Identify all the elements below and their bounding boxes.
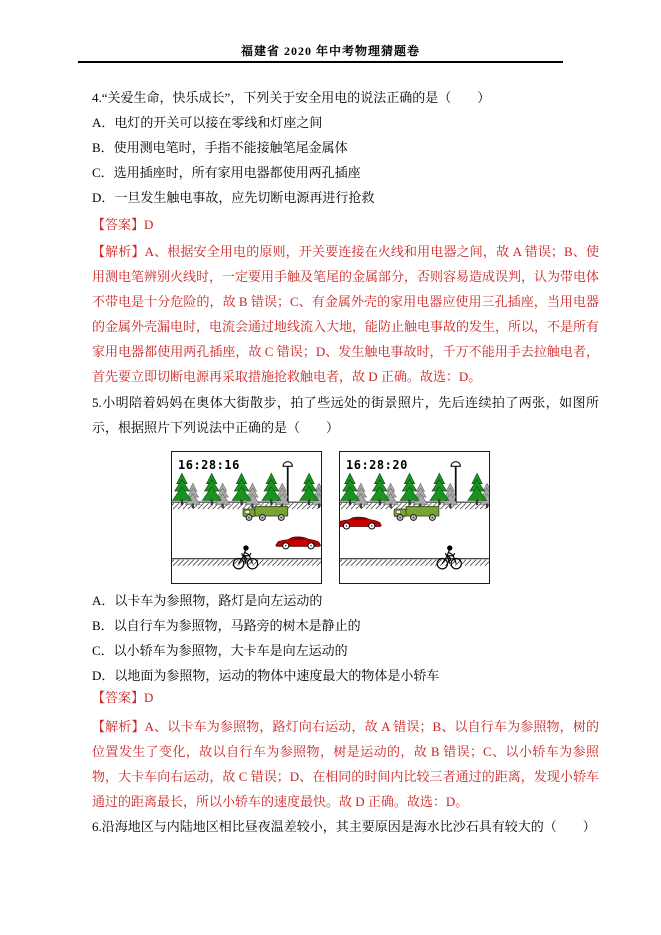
bicycle-with-rider: [233, 546, 257, 569]
analysis-label: 【解析】: [92, 719, 145, 734]
question-6-stem: 6.沿海地区与内陆地区相比昼夜温差较小，其主要原因是海水比沙石具有较大的（ ）: [92, 819, 596, 834]
street-photo-1: [171, 451, 322, 584]
question-5-option-c: C．以小轿车为参照物，大卡车是向左运动的: [92, 643, 348, 658]
question-5-stem: 5.小明陪着妈妈在奥体大街散步，拍了些远处的街景照片，先后连续拍了两张，如图所示，根据照片下列说法中正确的是（ ）: [92, 395, 599, 435]
question-5-option-d: D．以地面为参照物，运动的物体中速度最大的物体是小轿车: [92, 668, 440, 683]
question-4-stem: 4.“关爱生命，快乐成长”，下列关于安全用电的说法正确的是（ ）: [92, 90, 491, 105]
header-divider-line: [78, 61, 563, 63]
truck: [394, 507, 439, 521]
question-5-answer-line: [92, 685, 599, 710]
answer-value: D: [144, 217, 154, 232]
answer-label: 【答案】: [92, 217, 145, 232]
answer-label: 【答案】: [92, 690, 145, 705]
question-5-analysis: [92, 714, 599, 814]
question-4-option-c: C．选用插座时，所有家用电器都使用两孔插座: [92, 165, 361, 180]
photo-2-timestamp: 16:28:20: [346, 458, 408, 472]
page-header-title: 福建省 2020 年中考物理猜题卷: [240, 44, 420, 58]
red-car: [340, 517, 381, 529]
answer-value: D: [144, 690, 154, 705]
roadside-trees: [173, 473, 321, 508]
truck: [243, 507, 288, 521]
question-4-option-d: D．一旦发生触电事故，应先切断电源再进行抢救: [92, 190, 375, 205]
question-5-option-b: B．以自行车为参照物，马路旁的树木是静止的: [92, 618, 361, 633]
roadside-trees: [341, 473, 489, 508]
question-4-option-b: B．使用测电笔时，手指不能接触笔尾金属体: [92, 140, 348, 155]
analysis-label: 【解析】: [92, 244, 145, 259]
question-4-analysis: [92, 239, 599, 389]
question-5-option-a: A．以卡车为参照物，路灯是向左运动的: [92, 593, 323, 608]
photo-1-timestamp: 16:28:16: [178, 458, 240, 472]
street-photo-2: [339, 451, 490, 584]
analysis-text: A、根据安全用电的原则，开关要连接在火线和用电器之间，故 A 错误；B、使用测电笔辨别火线时，一定要用手触及笔尾的金属部分，否则容易造成误判，认为带电体不带电是十分危险的，故 B 错误；C、有金属外壳的家用电器应使用三孔插座，当用电器的金属外壳漏电时，电流会通过地线流入大地，能防止触电事故的发生，所以，不是所有家用电器都使用两孔插座，故 C 错误；D、发生触电事故时，千万不能用手去拉触电者，首先要立即切断电源再采取措施抢救触电者，故 D 正确。故选：D。: [92, 244, 600, 384]
analysis-text: A、以卡车为参照物，路灯向右运动，故 A 错误；B、以自行车为参照物，树的位置发生了变化，故以自行车为参照物，树是运动的，故 B 错误；C、以小轿车为参照物，大卡车向右运动，故 C 错误；D、在相同的时间内比较三者通过的距离，发现小轿车通过的距离最长，所以小轿车的速度最快。故 D 正确。故选：D。: [92, 719, 599, 809]
question-4-answer-line: [92, 212, 599, 237]
question-4-option-a: A．电灯的开关可以接在零线和灯座之间: [92, 115, 323, 130]
red-car: [276, 537, 321, 549]
